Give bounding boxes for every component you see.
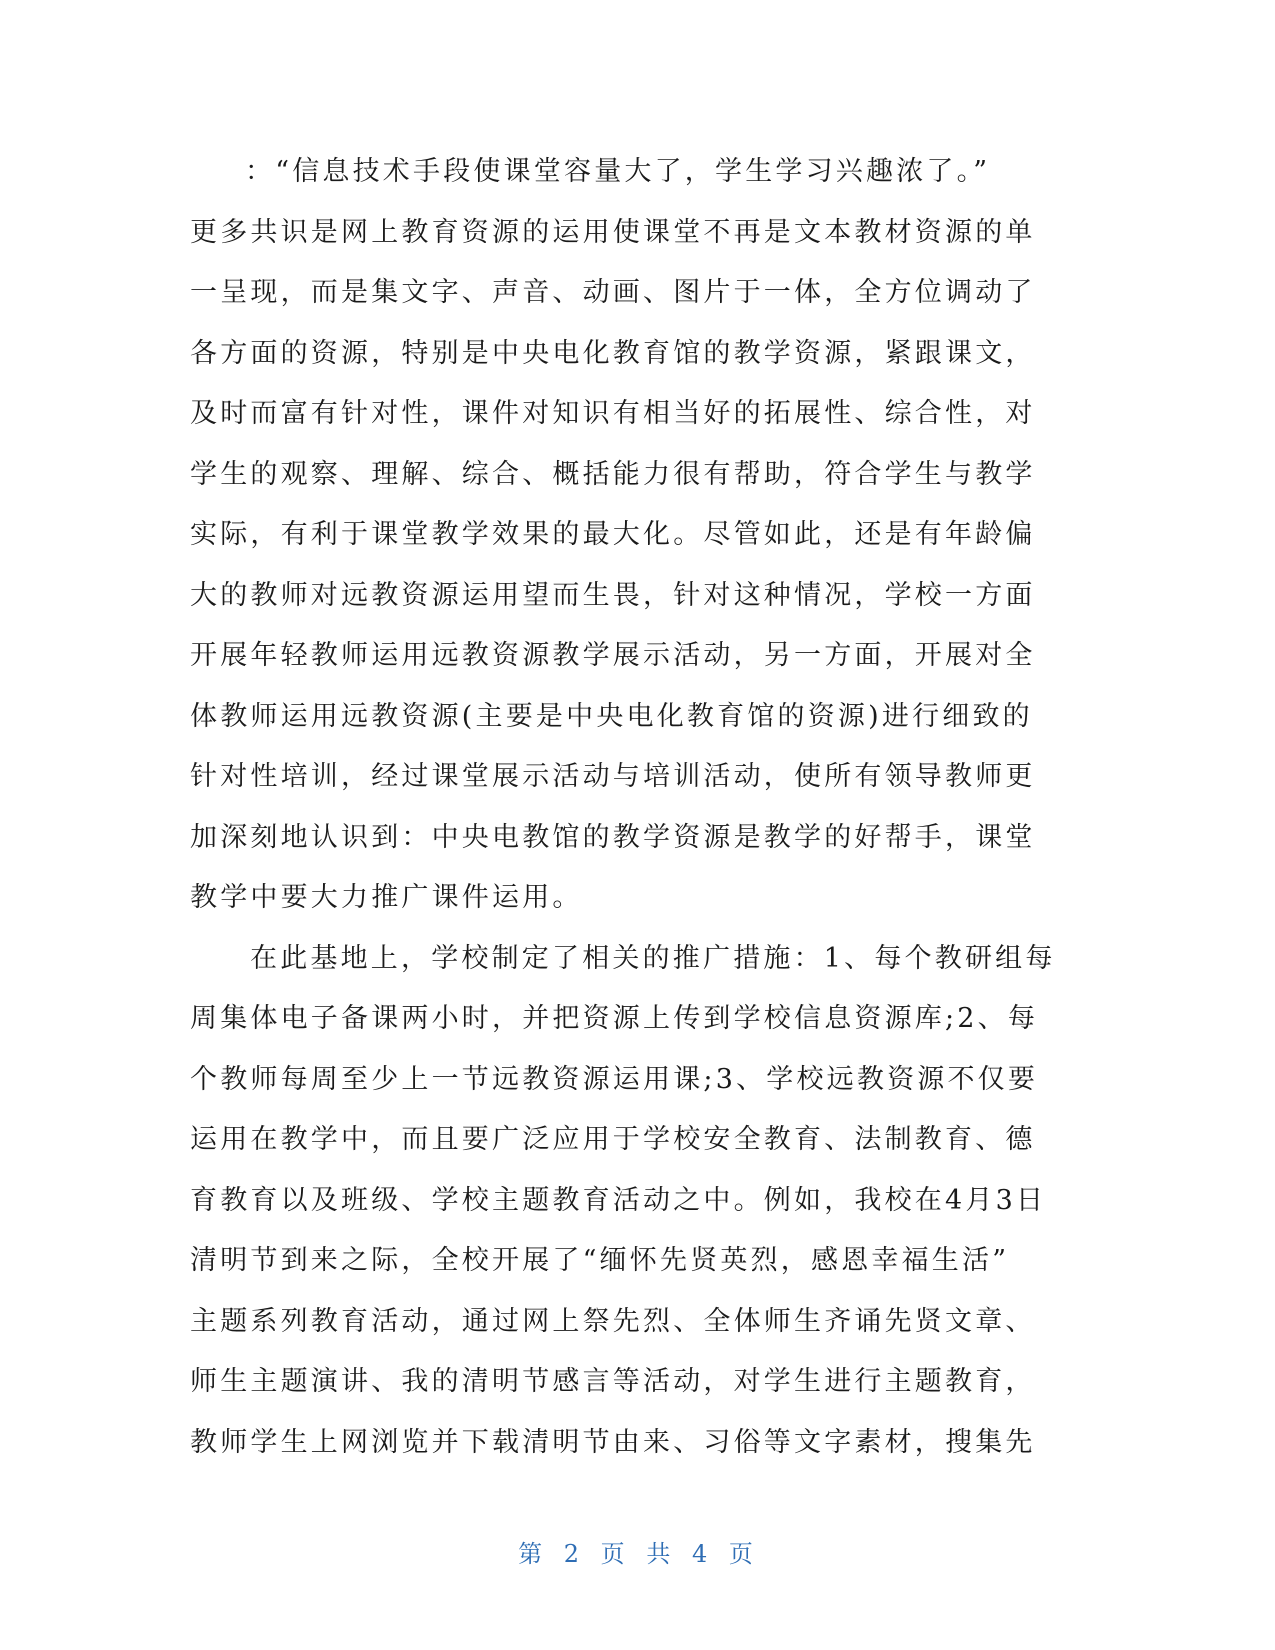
text-line: 运用在教学中，而且要广泛应用于学校安全教育、法制教育、德 — [190, 1124, 1036, 1155]
text-line: 更多共识是网上教育资源的运用使课堂不再是文本教材资源的单 — [190, 216, 1036, 248]
text-line: 师生主题演讲、我的清明节感言等活动，对学生进行主题教育， — [190, 1366, 1036, 1397]
page-label: 第 — [518, 1540, 547, 1568]
body-text — [190, 142, 1070, 1473]
text-line: 体教师运用远教资源(主要是中央电化教育馆的资源)进行细致的 — [190, 700, 1033, 732]
total-pages: 4 — [691, 1540, 712, 1568]
text-line: 及时而富有针对性，课件对知识有相当好的拓展性、综合性，对 — [190, 398, 1036, 429]
text-line: 教师学生上网浏览并下载清明节由来、习俗等文字素材，搜集先 — [190, 1426, 1036, 1458]
text-line: 周集体电子备课两小时，并把资源上传到学校信息资源库;2、每 — [190, 1003, 1039, 1034]
text-line: 个教师每周至少上一节远教资源运用课;3、学校远教资源不仅要 — [190, 1063, 1039, 1095]
total-unit: 页 — [728, 1540, 757, 1568]
text-line: 在此基地上，学校制定了相关的推广措施：1、每个教研组每 — [250, 942, 1056, 974]
text-line: 各方面的资源，特别是中央电化教育馆的教学资源，紧跟课文， — [190, 337, 1036, 369]
text-line: 一呈现，而是集文字、声音、动画、图片于一体，全方位调动了 — [190, 277, 1036, 308]
total-label: 共 — [646, 1540, 675, 1568]
text-line: ：“信息技术手段使课堂容量大了，学生学习兴趣浓了。” — [245, 156, 991, 187]
text-line: 主题系列教育活动，通过网上祭先烈、全体师生齐诵先贤文章、 — [190, 1305, 1036, 1337]
text-line: 开展年轻教师运用远教资源教学展示活动，另一方面，开展对全 — [190, 640, 1036, 671]
text-line: 针对性培训，经过课堂展示活动与培训活动，使所有领导教师更 — [190, 761, 1036, 792]
text-line: 加深刻地认识到：中央电教馆的教学资源是教学的好帮手，课堂 — [190, 821, 1036, 853]
page-unit: 页 — [600, 1540, 629, 1568]
text-line: 实际，有利于课堂教学效果的最大化。尽管如此，还是有年龄偏 — [190, 519, 1036, 550]
text-line: 清明节到来之际，全校开展了“缅怀先贤英烈，感恩幸福生活” — [190, 1245, 1010, 1276]
text-line: 大的教师对远教资源运用望而生畏，针对这种情况，学校一方面 — [190, 579, 1036, 611]
text-line: 学生的观察、理解、综合、概括能力很有帮助，符合学生与教学 — [190, 458, 1036, 490]
text-line: 教学中要大力推广课件运用。 — [190, 882, 583, 913]
page-number: 2 — [563, 1540, 584, 1568]
page-footer — [0, 1534, 1275, 1569]
text-line: 育教育以及班级、学校主题教育活动之中。例如，我校在4月3日 — [190, 1184, 1047, 1216]
